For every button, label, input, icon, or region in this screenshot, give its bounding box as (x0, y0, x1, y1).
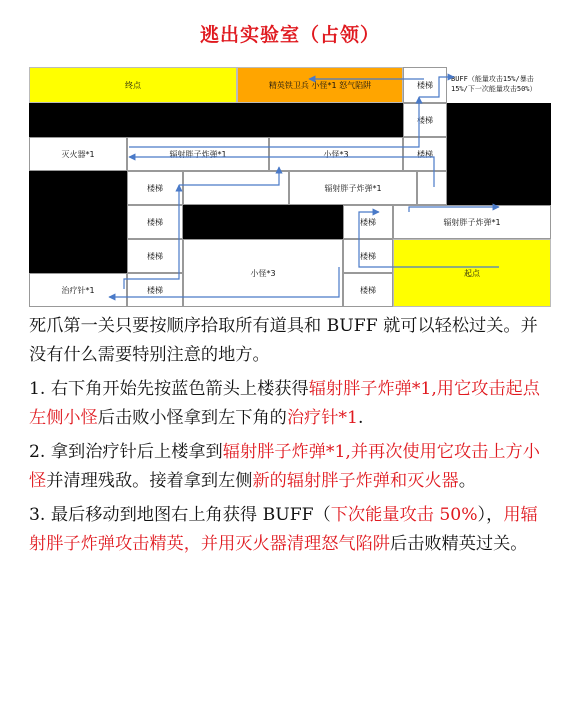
route-arrow (359, 212, 499, 267)
route-arrows (29, 67, 551, 307)
bomb-cell: 辐射胖子炸弹*1 (289, 171, 417, 205)
stairs-cell: 楼梯 (127, 205, 183, 239)
step-2: 2. 拿到治疗针后上楼拿到辐射胖子炸弹*1,并再次使用它攻击上方小怪并清理残敌。接着拿到左侧新的辐射胖子炸弹和灭火器。 (29, 442, 540, 491)
stairs-cell: 楼梯 (403, 103, 447, 137)
minion-cell: 小怪*3 (183, 239, 343, 307)
route-arrow (129, 97, 419, 147)
stairs-cell: 楼梯 (403, 137, 447, 171)
elite-label: 精英铁卫兵 小怪*1 怒气陷阱 (268, 80, 372, 90)
stairs-cell: 楼梯 (403, 67, 447, 103)
route-arrow (419, 77, 454, 97)
route-arrow (179, 167, 279, 185)
bomb-cell: 辐射胖子炸弹*1 (127, 137, 269, 171)
stairs-cell: 楼梯 (343, 239, 393, 273)
step-1: 1. 右下角开始先按蓝色箭头上楼获得辐射胖子炸弹*1,用它攻击起点左侧小怪后击败小怪拿到左下角的治疗针*1. (29, 379, 540, 428)
route-arrow (124, 185, 179, 289)
minion-cell: 小怪*3 (269, 137, 403, 171)
page-title: 逃出实验室（占领） (199, 24, 380, 46)
level-map (29, 67, 551, 307)
route-arrow (409, 207, 499, 212)
route-arrow (109, 267, 339, 297)
guide-text (29, 312, 553, 564)
route-arrow (129, 157, 434, 187)
bomb-cell: 辐射胖子炸弹*1 (393, 205, 551, 239)
start-label: 起点 (464, 268, 480, 278)
extinguisher-cell: 灭火器*1 (29, 137, 127, 171)
stairs-cell: 楼梯 (127, 273, 183, 307)
intro-paragraph: 死爪第一关只要按顺序拾取所有道具和 BUFF 就可以轻松过关。并没有什么需要特别注意的地方。 (29, 316, 538, 365)
step-3: 3. 最后移动到地图右上角获得 BUFF（下次能量攻击 50%），用辐射胖子炸弹攻击精英，并用灭火器清理怒气陷阱后击败精英过关。 (29, 505, 538, 554)
stairs-cell: 楼梯 (127, 239, 183, 273)
stairs-cell: 楼梯 (343, 205, 393, 239)
stairs-cell: 楼梯 (127, 171, 183, 205)
buff-note: BUFF（能量攻击15%/暴击 15%/下一次能量攻击50%） (451, 75, 537, 93)
needle-cell: 治疗针*1 (29, 273, 127, 307)
end-label: 终点 (125, 80, 141, 90)
stairs-cell: 楼梯 (343, 273, 393, 307)
